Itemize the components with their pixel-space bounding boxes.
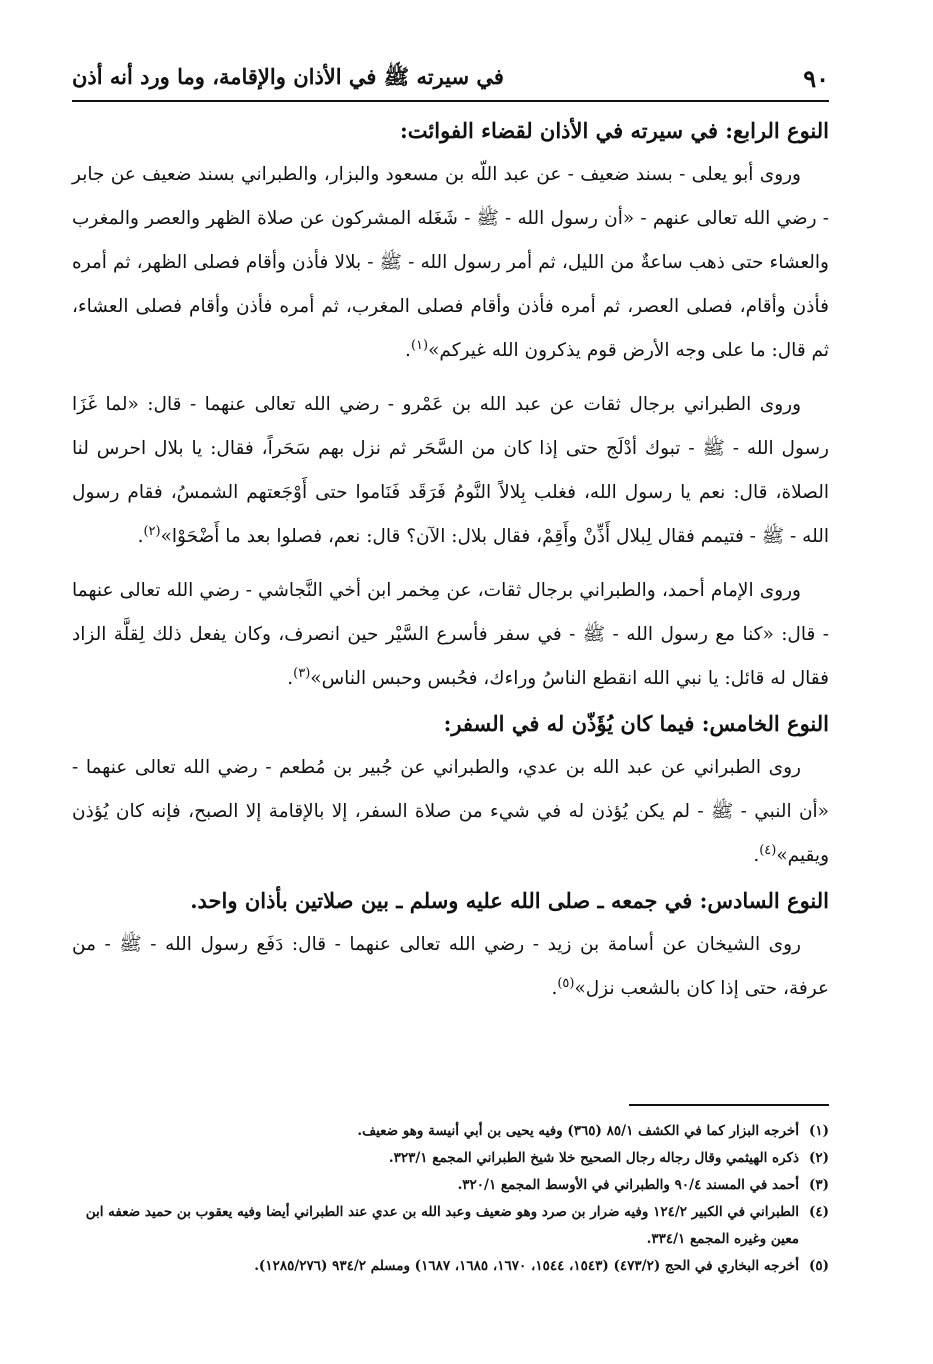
footnote-text: الطبراني في الكبير ١٢٤/٢ وفيه ضرار بن صرد وهو ضعيف وعبد الله بن عدي عند الطبراني أيضا وفيه يعقوب بن حميد ضعفه ابن معين وغيره المجمع ٣٣٤/١.: [85, 1204, 799, 1247]
footnote-marker: (١): [410, 337, 429, 353]
paragraph: روى الطبراني عن عبد الله بن عدي، والطبراني عن جُبير بن مُطعم - رضي الله تعالى عنهما - «أن النبي - ﷺ - لم يكن يُؤذن له في شيء من صلاة السفر، إلا بالإقامة إلا الصبح، فإنه كان يُؤذن ويقيم»$^{(٤)}$.: [72, 757, 829, 866]
running-title: في سيرته ﷺ في الأذان والإقامة، وما ورد أنه أذن: [72, 64, 504, 89]
footnote-number: (٥): [808, 1258, 829, 1274]
footnote-number: (٢): [808, 1150, 829, 1166]
footnote: [60, 1253, 829, 1280]
section-heading: النوع الخامس: فيما كان يُؤَذّن له في السفر:: [443, 711, 829, 736]
main-text: [72, 110, 829, 1021]
paragraph: وروى الإمام أحمد، والطبراني برجال ثقات، عن مِخمر ابن أخي النَّجاشي - رضي الله تعالى عنهما - قال: «كنا مع رسول الله - ﷺ - في سفر فأسرع السَّيْر حين انصرف، وكان يفعل ذلك لِقلَّة الزاد فقال له قائل: يا نبي الله انقطع الناسُ وراءك، فحُبس وحبس الناس»$^{(٣)}$.: [72, 580, 829, 689]
footnote-number: (٤): [808, 1204, 829, 1220]
paragraph-text: روى الطبراني عن عبد الله بن عدي، والطبراني عن جُبير بن مُطعم - رضي الله تعالى عنهما - «أن النبي - ﷺ - لم يكن يُؤذن له في شيء من صلاة السفر، إلا بالإقامة إلا الصبح، فإنه كان يُؤذن ويقيم»: [72, 757, 829, 866]
footnote-marker: (٢): [143, 523, 161, 539]
footnote-text: أخرجه البخاري في الحج (٤٧٣/٢) (١٥٤٣، ١٥٤٤، ١٦٧٠، ١٦٨٥، ١٦٨٧) ومسلم ٩٣٤/٢ (١٢٨٥/٢٧٦).: [254, 1258, 799, 1274]
footnote-text: أخرجه البزار كما في الكشف ٨٥/١ (٣٦٥) وفيه يحيى بن أبي أنيسة وهو ضعيف.: [357, 1123, 799, 1139]
footnote-number: (١): [808, 1123, 829, 1139]
footnote-marker: (٥): [557, 975, 575, 991]
paragraph-text: وروى الطبراني برجال ثقات عن عبد الله بن عَمْرو - رضي الله تعالى عنهما - قال: «لما غَزَا رسول الله - ﷺ - تبوك أدْلَج حتى إذا كان من السَّحَر ثم نزل بهم سَحَراً، فقال: يا بلال احرس لنا الصلاة، قال: نعم يا رسول الله، فغلب بِلالاً النَّومُ فَرَقَد فَنَاموا حتى أَوْجَعتهم الشمسُ، فقام رسول الله - ﷺ - فتيمم فقال لِبلال أَذِّنْ وأَقِمْ، فقال بلال: الآن؟ قال: نعم، فصلوا بعد ما أَضْحَوْا»: [72, 394, 829, 547]
paragraph: وروى الطبراني برجال ثقات عن عبد الله بن عَمْرو - رضي الله تعالى عنهما - قال: «لما غَزَا رسول الله - ﷺ - تبوك أدْلَج حتى إذا كان من السَّحَر ثم نزل بهم سَحَراً، فقال: يا بلال احرس لنا الصلاة، قال: نعم يا رسول الله، فغلب بِلالاً النَّومُ فَرَقَد فَنَاموا حتى أَوْجَعتهم الشمسُ، فقام رسول الله - ﷺ - فتيمم فقال لِبلال أَذِّنْ وأَقِمْ، فقال بلال: الآن؟ قال: نعم، فصلوا بعد ما أَضْحَوْا»$^{(٢)}$.: [72, 394, 829, 547]
page-number: ٩٠: [803, 64, 829, 93]
page-header: [72, 52, 829, 102]
footnote-text: أحمد في المسند ٩٠/٤ والطبراني في الأوسط المجمع ٣٢٠/١.: [457, 1177, 799, 1193]
section-heading: النوع السادس: في جمعه ـ صلى الله عليه وسلم ـ بين صلاتين بأذان واحد.: [190, 888, 829, 913]
paragraph: روى الشيخان عن أسامة بن زيد - رضي الله تعالى عنهما - قال: دَفَع رسول الله - ﷺ - من عرفة، حتى إذا كان بالشعب نزل»$^{(٥)}$.: [72, 934, 829, 999]
footnote: [60, 1199, 829, 1253]
footnotes: [60, 1118, 829, 1280]
footnote-marker: (٤): [759, 842, 777, 858]
footnote: [60, 1145, 829, 1172]
footnote-number: (٣): [808, 1177, 829, 1193]
paragraph-text: وروى أبو يعلى - بسند ضعيف - عن عبد اللّه بن مسعود والبزار، والطبراني بسند ضعيف عن جابر - رضي الله تعالى عنهم - «أن رسول الله - ﷺ - شَغَله المشركون عن صلاة الظهر والعصر والمغرب والعشاء حتى ذهب ساعةٌ من الليل، ثم أمر رسول الله - ﷺ - بلالا فأذن وأقام فصلى الظهر، ثم أمره فأذن وأقام، فصلى العصر، ثم أمره فأذن وأقام فصلى المغرب، ثم أمره فأذن وأقام فصلى العشاء، ثم قال: ما على وجه الأرض قوم يذكرون الله غيركم»: [72, 164, 829, 361]
footnote-divider: [629, 1104, 829, 1106]
section-heading: النوع الرابع: في سيرته في الأذان لقضاء الفوائت:: [400, 118, 829, 143]
footnote-marker: (٣): [293, 665, 311, 681]
paragraph-text: وروى الإمام أحمد، والطبراني برجال ثقات، عن مِخمر ابن أخي النَّجاشي - رضي الله تعالى عنهما - قال: «كنا مع رسول الله - ﷺ - في سفر فأسرع السَّيْر حين انصرف، وكان يفعل ذلك لِقلَّة الزاد فقال له قائل: يا نبي الله انقطع الناسُ وراءك، فحُبس وحبس الناس»: [72, 580, 829, 689]
footnote: [60, 1118, 829, 1145]
footnote-text: ذكره الهيثمي وقال رجاله رجال الصحيح خلا شيخ الطبراني المجمع ٣٢٣/١.: [388, 1150, 799, 1166]
paragraph-text: روى الشيخان عن أسامة بن زيد - رضي الله تعالى عنهما - قال: دَفَع رسول الله - ﷺ - من عرفة، حتى إذا كان بالشعب نزل»: [72, 934, 829, 999]
footnote: [60, 1172, 829, 1199]
paragraph: وروى أبو يعلى - بسند ضعيف - عن عبد اللّه بن مسعود والبزار، والطبراني بسند ضعيف عن جابر - رضي الله تعالى عنهم - «أن رسول الله - ﷺ - شَغَله المشركون عن صلاة الظهر والعصر والمغرب والعشاء حتى ذهب ساعةٌ من الليل، ثم أمر رسول الله - ﷺ - بلالا فأذن وأقام فصلى الظهر، ثم أمره فأذن وأقام، فصلى العصر، ثم أمره فأذن وأقام فصلى المغرب، ثم أمره فأذن وأقام فصلى العشاء، ثم قال: ما على وجه الأرض قوم يذكرون الله غيركم»$^{(١)}$.: [72, 164, 829, 361]
